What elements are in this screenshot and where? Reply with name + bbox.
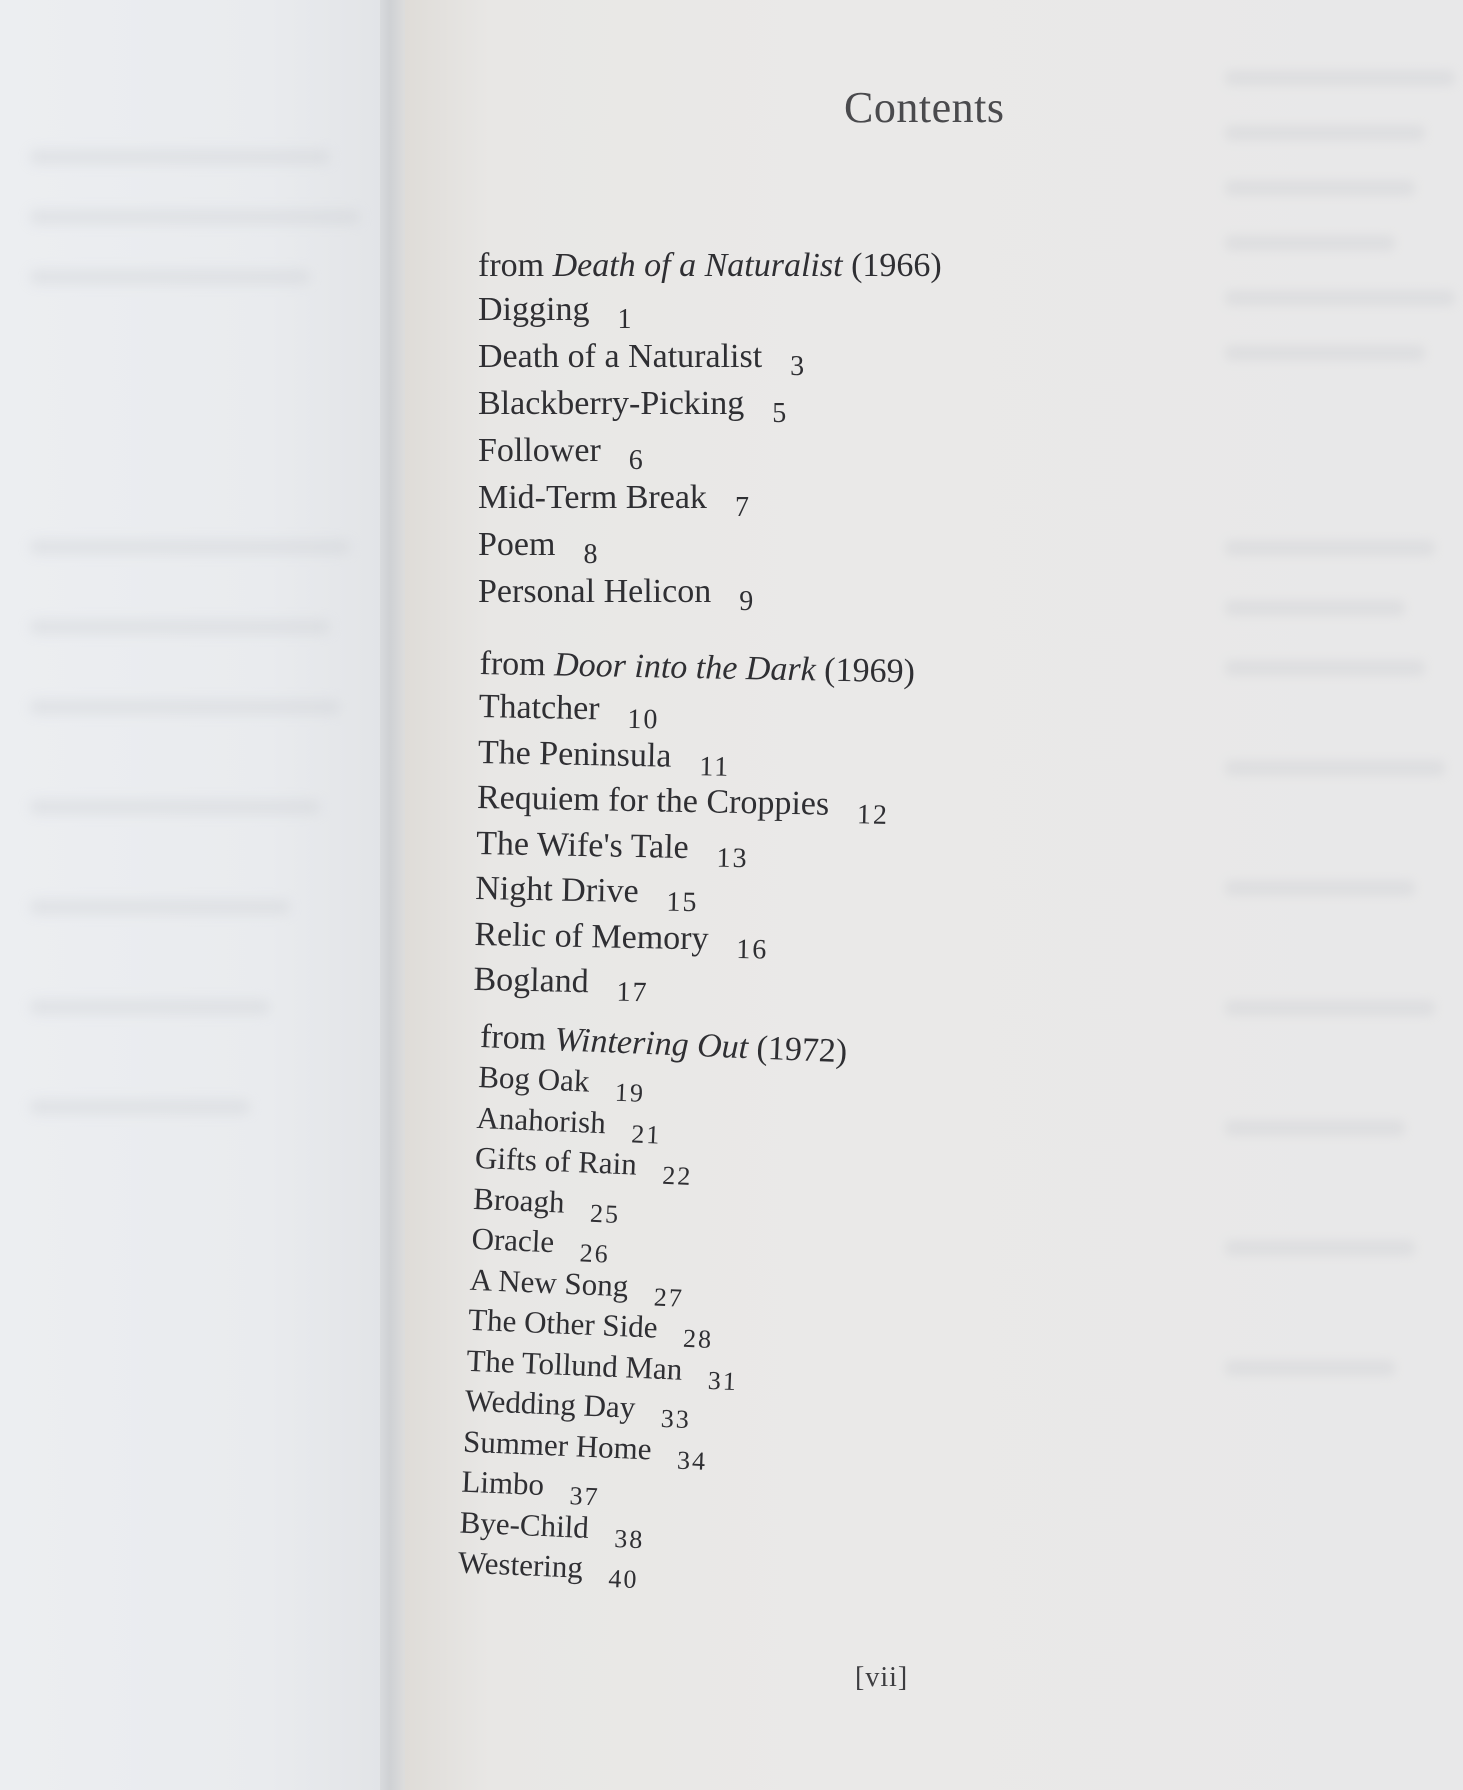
faded-text-line bbox=[30, 1100, 250, 1114]
book-title: Wintering Out bbox=[553, 1021, 749, 1067]
poem-title: Westering bbox=[457, 1544, 584, 1585]
show-through-line bbox=[1225, 180, 1415, 196]
toc-section bbox=[473, 643, 915, 1012]
poem-title: Oracle bbox=[470, 1220, 555, 1260]
book-title: Death of a Naturalist bbox=[552, 247, 843, 284]
page-number: 38 bbox=[613, 1523, 646, 1554]
page-folio: [vii] bbox=[855, 1662, 909, 1693]
page-number: 1 bbox=[617, 304, 634, 335]
toc-entry bbox=[473, 958, 909, 1012]
section-prefix: from bbox=[478, 247, 553, 284]
poem-title: A New Song bbox=[469, 1261, 630, 1303]
facing-page-left bbox=[0, 0, 384, 1790]
poem-title: Blackberry-Picking bbox=[478, 385, 745, 422]
page-number: 40 bbox=[607, 1563, 640, 1595]
section-prefix: from bbox=[479, 1017, 556, 1059]
poem-title: Requiem for the Croppies bbox=[476, 778, 830, 823]
show-through-line bbox=[1225, 660, 1425, 676]
toc-entry bbox=[478, 522, 942, 569]
page-number: 17 bbox=[616, 976, 649, 1009]
page-number: 13 bbox=[716, 842, 749, 874]
show-through-line bbox=[1225, 125, 1425, 141]
toc-entry bbox=[478, 334, 942, 381]
poem-title: Night Drive bbox=[474, 869, 639, 911]
poem-title: Broagh bbox=[472, 1180, 566, 1220]
page-number: 26 bbox=[579, 1238, 611, 1269]
poem-title: The Wife's Tale bbox=[475, 824, 690, 866]
poem-title: The Tollund Man bbox=[465, 1342, 684, 1387]
page-number: 22 bbox=[661, 1160, 693, 1191]
page-number: 33 bbox=[660, 1403, 692, 1435]
show-through-line bbox=[1225, 1360, 1395, 1376]
faded-text-line bbox=[30, 540, 350, 554]
faded-text-line bbox=[30, 800, 320, 814]
toc-section bbox=[478, 245, 942, 616]
show-through-line bbox=[1225, 1240, 1415, 1256]
show-through-line bbox=[1225, 1000, 1435, 1016]
show-through-line bbox=[1225, 290, 1455, 306]
page-number: 31 bbox=[707, 1365, 739, 1396]
faded-text-line bbox=[30, 1000, 270, 1014]
poem-title: Mid-Term Break bbox=[478, 479, 707, 516]
faded-text-line bbox=[30, 150, 330, 164]
poem-title: The Peninsula bbox=[477, 733, 672, 775]
show-through-line bbox=[1225, 345, 1425, 361]
show-through-line bbox=[1225, 1120, 1405, 1136]
poem-title: Personal Helicon bbox=[478, 573, 712, 610]
page-title: Contents bbox=[844, 83, 1005, 132]
page-number: 5 bbox=[772, 398, 789, 429]
book-year: (1966) bbox=[851, 247, 942, 284]
page-number: 6 bbox=[628, 445, 645, 476]
page-number: 11 bbox=[698, 750, 731, 783]
poem-title: Gifts of Rain bbox=[474, 1139, 638, 1182]
page-number: 12 bbox=[856, 799, 890, 831]
poem-title: Follower bbox=[478, 432, 601, 469]
page-number: 3 bbox=[790, 351, 807, 382]
toc-entry bbox=[478, 569, 942, 616]
toc-entry bbox=[478, 685, 914, 739]
toc-entry bbox=[478, 475, 942, 522]
poem-title: Limbo bbox=[460, 1463, 545, 1503]
show-through-line bbox=[1225, 600, 1405, 616]
faded-text-line bbox=[30, 900, 290, 914]
poem-title: Anahorish bbox=[476, 1099, 607, 1140]
poem-title: The Other Side bbox=[467, 1301, 659, 1345]
section-prefix: from bbox=[479, 644, 555, 684]
poem-title: Bog Oak bbox=[477, 1058, 591, 1099]
toc-entry bbox=[478, 381, 942, 428]
poem-title: Poem bbox=[478, 526, 556, 563]
section-heading bbox=[478, 245, 942, 287]
faded-text-line bbox=[30, 700, 340, 714]
show-through-line bbox=[1225, 235, 1395, 251]
book-year: (1972) bbox=[755, 1029, 848, 1071]
page-number: 7 bbox=[734, 492, 751, 523]
page-number: 27 bbox=[653, 1281, 685, 1313]
poem-title: Thatcher bbox=[478, 687, 600, 728]
show-through-line bbox=[1225, 540, 1435, 556]
show-through-line bbox=[1225, 880, 1415, 896]
page-number: 16 bbox=[736, 933, 769, 966]
page-number: 9 bbox=[739, 586, 756, 617]
page-number: 21 bbox=[630, 1118, 662, 1150]
toc-entry bbox=[475, 867, 911, 921]
poem-title: Wedding Day bbox=[464, 1382, 637, 1425]
poem-title: Bogland bbox=[473, 960, 590, 1001]
faded-text-line bbox=[30, 210, 360, 224]
page-number: 28 bbox=[682, 1323, 714, 1354]
page-number: 37 bbox=[569, 1481, 601, 1512]
poem-title: Bye-Child bbox=[459, 1504, 590, 1545]
poem-title: Relic of Memory bbox=[474, 915, 709, 957]
book-year: (1969) bbox=[823, 651, 916, 691]
page-number: 10 bbox=[627, 703, 660, 736]
show-through-line bbox=[1225, 70, 1455, 86]
toc-entry bbox=[478, 287, 942, 334]
poem-title: Summer Home bbox=[462, 1423, 653, 1467]
toc-section bbox=[457, 1016, 848, 1599]
book-title: Door into the Dark bbox=[553, 646, 817, 689]
page-number: 8 bbox=[583, 539, 600, 570]
page-number: 34 bbox=[676, 1445, 708, 1476]
page-number: 25 bbox=[589, 1198, 621, 1229]
faded-text-line bbox=[30, 270, 310, 284]
faded-text-line bbox=[30, 620, 330, 634]
page-number: 15 bbox=[666, 886, 699, 919]
page-number: 19 bbox=[614, 1077, 646, 1108]
toc-entry bbox=[478, 428, 942, 475]
poem-title: Death of a Naturalist bbox=[478, 338, 763, 375]
poem-title: Digging bbox=[478, 291, 590, 328]
show-through-line bbox=[1225, 760, 1445, 776]
toc-entry bbox=[477, 776, 913, 830]
